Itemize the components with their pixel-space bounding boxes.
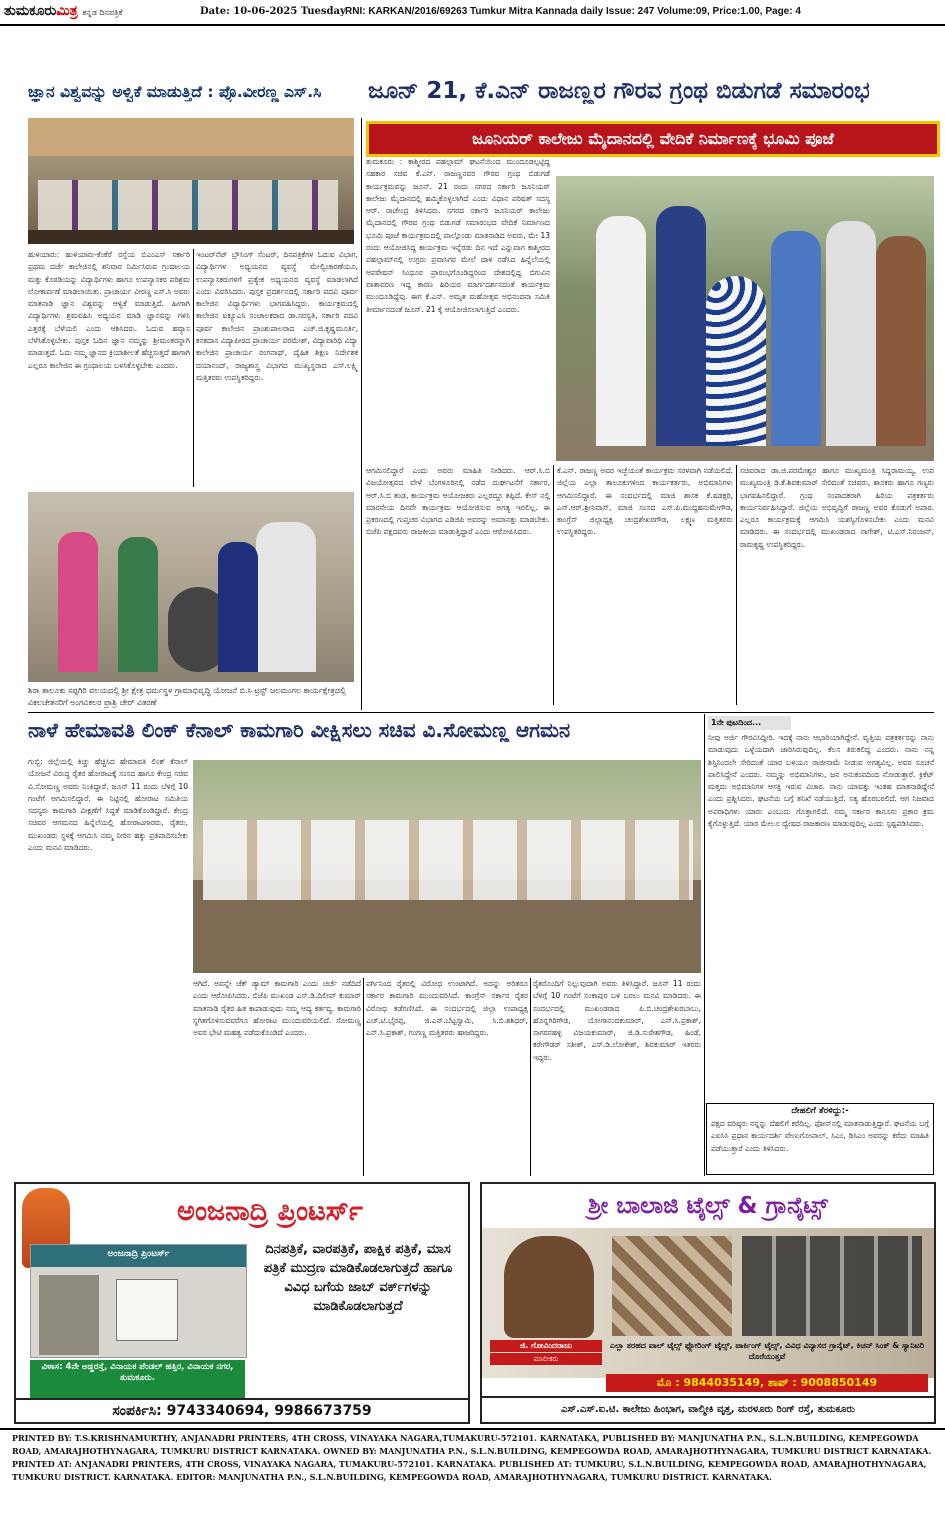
- story2-column-1: ತುಮಕೂರು : ಕಾಶ್ಮೀರದ ಪಹಲ್ಗಾಮ್ ಘಟನೆಯಿಂದ ಮುಂದೂಡಲ್ಪಟ್ಟಿದ್ದ ಸಹಕಾರ ಸಚಿವ ಕೆ.ಎನ್. ರಾಜಣ್ಣನವರ ಗೌರವ ಗ್ರಂಥ ಬಿಡುಗಡೆ ಕಾರ್ಯಕ್ರಮವನ್ನು ಜೂನ್. 21 ರಂದು ನಗರದ ಸರ್ಕಾರಿ ಜೂನಿಯರ್ ಕಾಲೇಜು ಮೈದಾನದಲ್ಲಿ ಹಮ್ಮಿಕೊಳ್ಳಲಾಗಿದೆ ಎಂದು ವಿಧಾನ ಪರಿಷತ್ ಸದಸ್ಯ ಆರ್. ರಾಜೇಂದ್ರ ತಿಳಿಸಿದರು. ನಗರದ ಸರ್ಕಾರಿ ಜೂನಿಯರ್ ಕಾಲೇಜು ಮೈದಾನದಲ್ಲಿ ಗೌರವ ಗ್ರಂಥ ಬಿಡುಗಡೆ ಸಮಾರಂಭದ ವೇದಿಕೆ ನಿರ್ಮಾಣದ ಭೂಮಿ ಪೂಜೆ ಕಾರ್ಯಕ್ರಮದಲ್ಲಿ ಪಾಲ್ಗೊಂಡು ಮಾತನಾಡಿದ ಅವರು, ಮೇ 13 ರಂದು ಆಯೋಜಿಸಿದ್ದ ಕಾರ್ಯಕ್ರಮ ಇನ್ನೆರಡು ದಿನ ಇದೆ ಎನ್ನುವಾಗ ಕಾಶ್ಮೀರದ ಪಹಲ್ಗಾಮ್‌ನಲ್ಲಿ ಉಗ್ರರು ಪ್ರವಾಸಿಗರ ಮೇಲೆ ದಾಳಿ ನಡೆಸಿದ ಹಿನ್ನೆಲೆಯಲ್ಲಿ ಆಪರೇಷನ್ ಸಿಂಧೂರ ಪ್ರಾರಂಭಗೊಂಡಿದ್ದರಿಂದ ದೇಶದಲ್ಲಿದ್ದ ಬಿಗುವಿನ ವಾತಾವರಣ ಇದ್ದ ಕಾರಣ ಹಿರಿಯರ ಮಾರ್ಗದರ್ಶನದಂತೆ ಕಾರ್ಯಕ್ರಮ ಮುಂದೂಡಿದ್ದೆವು. ಈಗ ಕೆ.ಎನ್. ಅಮೃತ ಮಹೋತ್ಸವ ಅಭಿನಂದನಾ ಸಮಿತಿ ತೀರ್ಮಾನದಂತೆ ಜೂನ್. 21 ಕ್ಕೆ ಆಯೋಜಿಸಲಾಗುತ್ತಿದೆ ಎಂದರು.: [366, 157, 550, 314]
- imprint-footer: PRINTED BY: T.S.KRISHNAMURTHY, ANJANADRI PRINTERS, 4TH CROSS, VINAYAKA NAGARA,TUMAKURU-572101. KARNATAKA, PUBLISHED BY: MANJUNATHA P.N., S.L.N.BUILDING, KEMPEGOWDA ROAD, AMARAJHOTHYNAGARA, TUMKURU DISTRICT KARNATAKA. OWNED BY: MANJUNATHA P.N., S.L.N.BUILDING, KEMPEGOWDA ROAD, AMARAJHOTHYNAGARA, TUMKURU DISTRICT KARNATAKA. PRINTED AT: ANJANADRI PRINTERS, 4TH CROSS, VINAYAKA NAGARA, TUMAKURU-572101. KARNATAKA. PUBLISHED AT: TUMKURU, S.L.N.BUILDING, KEMPEGOWDA ROAD, AMARAJHOTHYNAGARA, TUMKURU DISTRICT. KARNATAKA. EDITOR: MANJUNATHA P.N., S.L.N.BUILDING, KEMPEGOWDA ROAD, AMARAJHOTHYNAGARA, TUMKURU DISTRICT. KARNATAKA.: [12, 1433, 932, 1482]
- owner-role: ಮಾಲೀಕರು: [490, 1353, 602, 1365]
- logo-accent: ಮಿತ್ರ: [56, 3, 78, 19]
- ad-left-phone: ಸಂಪರ್ಕಿಸಿ: 9743340694, 9986673759: [16, 1398, 468, 1424]
- column-divider: [553, 465, 554, 705]
- owner-name: ಜಿ. ಗೋವಿಂದರಾಜು: [490, 1340, 602, 1352]
- story2-subhead-banner: ಜೂನಿಯರ್ ಕಾಲೇಜು ಮೈದಾನದಲ್ಲಿ ವೇದಿಕೆ ನಿರ್ಮಾಣಕ್ಕೆ ಭೂಮಿ ಪೂಜೆ: [366, 121, 940, 157]
- column-divider: [361, 118, 362, 710]
- continued-tag: 1ನೇ ಪುಟದಿಂದ...: [708, 716, 791, 730]
- ad-left-address: ವಿಳಾಸ: 4ನೇ ಅಡ್ಡರಸ್ತೆ, ವಿನಾಯಕ ಪೆಂಡಲ್ ಹತ್ತಿರ, ವಿನಾಯಕ ನಗರ, ತುಮಕೂರು.: [30, 1360, 245, 1398]
- story3-column-2: ಆಗಿದೆ. ಅವನ್ನೇ ಚೆಕ್ ಡ್ಯಾಮ್ ಕಾಮಗಾರಿ ಎಂದು ಚರ್ಚೆ ನಡೆದಿದೆ ಎಂದು ಆರೋಪಿಸಿದರು. ಬಿಜೆಪಿ ಮುಖಂಡ ಎಸ್.ಡಿ.ದಿಲೀಪ್ ಕುಮಾರ್ ಮಾತನಾಡಿ ರೈತರ ಹಿತ ಕಾಪಾಡುವುದು ನಮ್ಮ ಆದ್ಯ ಕರ್ತವ್ಯ. ಕಾಮಗಾರಿ ಸ್ಥಗಿತಗೊಳಿಸುವವರೆಗೂ ಹೋರಾಟ ಮುಂದುವರಿಯಲಿದೆ. ಸೋಮಣ್ಣ ಅವರ ಭೇಟಿ ಮಹತ್ವ ಪಡೆದುಕೊಂಡಿದೆ ಎಂದರು.: [193, 979, 361, 1038]
- owner-photo: [504, 1236, 594, 1338]
- issue-date: Date: 10-06-2025 Tuesday: [200, 6, 346, 17]
- story2-column-b: ಕೆ.ಎನ್. ರಾಜಣ್ಣ ಅವರ ಇಚ್ಛೆಯಂತೆ ಕಾರ್ಯಕ್ರಮ ಸರಳವಾಗಿ ನಡೆಯಲಿದೆ. ಜಿಲ್ಲೆಯ ಎಲ್ಲಾ ತಾಲೂಕುಗಳಿಂದ ಕಾರ್ಯಕರ್ತರು, ಅಭಿಮಾನಿಗಳು ಆಗಮಿಸಲಿದ್ದಾರೆ. ಈ ಸಂದರ್ಭದಲ್ಲಿ ಮಾಜಿ ಶಾಸಕ ಕೆ.ಷಡಕ್ಷರಿ, ಎಸ್.ಆರ್.ಶ್ರೀನಿವಾಸ್, ಮಾಜಿ ಸಂಸದ ಎಸ್.ಪಿ.ಮುದ್ದಹನುಮೇಗೌಡ, ಕಾಂಗ್ರೆಸ್ ಜಿಲ್ಲಾಧ್ಯಕ್ಷ ಚಂದ್ರಶೇಖರಗೌಡ, ಲಕ್ಷ್ಮಣ ಮತ್ತಿತರರು ಉಪಸ್ಥಿತರಿದ್ದರು.: [557, 466, 733, 537]
- column-divider: [530, 978, 531, 1176]
- ad-balaji-tiles: [480, 1182, 936, 1424]
- tile-stack-photo: [742, 1236, 922, 1336]
- photo-bhoomi-pooja: [556, 176, 934, 461]
- story1-column-1: ಹುಳಿಯಾರು: ಹುಳಿಯಾರು-ಕೆಂಕೆರೆ ರಸ್ತೆಯ ಬಿಎಂಎಸ್ ಸರ್ಕಾರಿ ಪ್ರಥಮ ದರ್ಜೆ ಕಾಲೇಜಿನಲ್ಲಿ ಶನಿವಾರ ನಿರ್ಮಿಸಿರುವ ಗ್ರಂಥಾಲಯ ಮತ್ತು ಕೊಠಡಿಯನ್ನು ವಿದ್ಯಾರ್ಥಿಗಳು ಹಾಗೂ ಉಪನ್ಯಾಸಕರ ಪರಿಶ್ರಮ ಲೋಕಾರ್ಪಣೆ ಮಾಡಲಾಯಿತು. ಪ್ರಾಚಾರ್ಯ ವೀರಣ್ಣ ಎಸ್.ಸಿ ಅವರು ಮಾತನಾಡಿ ಜ್ಞಾನ ವಿಶ್ವವನ್ನು ಆಳ್ವಿಕೆ ಮಾಡುತ್ತಿದೆ. ಹೀಗಾಗಿ ವಿದ್ಯಾರ್ಥಿಗಳು ಶ್ರಮವಹಿಸಿ ಅಧ್ಯಯನ ಮಾಡಿ ಜ್ಞಾನವನ್ನು ಗಳಿಸಿ ಎತ್ತರಕ್ಕೆ ಬೆಳೆಯಲಿ ಎಂದು ಆಶಿಸಿದರು. ಓದುವ ಹವ್ಯಾಸ ಬೆಳೆಸಿಕೊಳ್ಳಬೇಕು. ಪುಸ್ತಕ ಓದಿನ ಜ್ಞಾನ ನಮ್ಮನ್ನು ಶ್ರೀಮಂತರನ್ನಾಗಿ ಮಾಡುತ್ತದೆ. ಓದು ನಮ್ಮ ಜ್ಞಾನದ ಕ್ರಿಯಾಶೀಲತೆ ಹೆಚ್ಚಿಸುತ್ತದೆ ಹಾಗಾಗಿ ಎಲ್ಲರೂ ಕಾಲೇಜಿನ ಈ ಗ್ರಂಥಾಲಯ ಬಳಸಿಕೊಳ್ಳಬೇಕು ಎಂದರು.: [28, 250, 190, 370]
- story3-column-4: ರೈತರೊಂದಿಗೆ ನಿಲ್ಲುವುದಾಗಿ ಅವರು ತಿಳಿಸಿದ್ದಾರೆ. ಜೂನ್ 11 ರಂದು ಬೆಳಿಗ್ಗೆ 10 ಗಂಟೆಗೆ ಸಂಕಾಪುರ ಬಳಿ ಬರಲು ಮನವಿ ಮಾಡಿದರು. ಈ ಸಂದರ್ಭದಲ್ಲಿ ಮುಖಂಡರಾದ ಪಿ.ಬಿ.ಚಂದ್ರಶೇಖರಬಾಬು, ಹೊನ್ನಗಿರಿಗೌಡ, ಯೋಗಾನಂದಕುಮಾರ್, ಎನ್.ಸಿ.ಪ್ರಕಾಶ್, ಸಾಗರನಹಳ್ಳಿ ವಿಜಯಕುಮಾರ್, ಜಿ.ಡಿ.ಸುರೇಶಗೌಡ, ಹಿಂಡೆ, ಕರೇಗೌಡರ್ ಸತೀಶ್, ಎಸ್.ಡಿ.ಲೋಕೇಶ್, ಶಿವಕುಮಾರ್ ಇತರರು ಇದ್ದರು.: [533, 979, 701, 1062]
- photo-press-meet: [193, 760, 701, 973]
- tile-sample-photo: [612, 1236, 732, 1336]
- issue-meta: RNI: KARKAN/2016/69263 Tumkur Mitra Kannada daily Issue: 247 Volume:09, Price:1.00, Page: 4: [345, 6, 801, 17]
- logo-subtitle: ಕನ್ನಡ ದಿನಪತ್ರಿಕೆ: [82, 8, 123, 17]
- side-box: [706, 1103, 934, 1175]
- story2-headline: ಜೂನ್ 21, ಕೆ.ಎನ್ ರಾಜಣ್ಣರ ಗೌರವ ಗ್ರಂಥ ಬಿಡುಗಡೆ ಸಮಾರಂಭ: [368, 78, 870, 104]
- shop-sign: ಅಂಜನಾದ್ರಿ ಪ್ರಿಂಟರ್ಸ್: [107, 1249, 170, 1259]
- column-divider: [363, 978, 364, 1176]
- story3-column-3: ಪರ್ಗಿನಿಂದ ರೈತರಲ್ಲಿ ವಿರೋಧ ಉಂಟಾಗಿದೆ. ಅದನ್ನು ಅರಿತರೂ ಸರ್ಕಾರ ಕಾಮಗಾರಿ ಮುಂದುವರಿಸಿದೆ. ಕಾಂಗ್ರೆಸ್ ಸರ್ಕಾರ ರೈತರ ವಿರೋಧ ಕಡೆಗಣಿಸಿದೆ. ಈ ಸಂದರ್ಭದಲ್ಲಿ ಜಿಲ್ಲಾ ಉಪಾಧ್ಯಕ್ಷ ಎಚ್.ಟಿ.ಭೈರಪ್ಪ, ಜಿ.ಎನ್.ಬೆಟ್ಟಸ್ವಾಮಿ, ಸಿ.ಬಿ.ಶಶಿಧರ್, ಎನ್.ಸಿ.ಪ್ರಕಾಶ್, ಗಂಗಣ್ಣ ಮತ್ತಿತರರು ಹಾಜರಿದ್ದರು.: [366, 979, 528, 1038]
- masthead: [0, 0, 945, 26]
- story3-headline: ನಾಳೆ ಹೇಮಾವತಿ ಲಿಂಕ್ ಕೆನಾಲ್ ಕಾಮಗಾರಿ ವೀಕ್ಷಿಸಲು ಸಚಿವ ವಿ.ಸೋಮಣ್ಣ ಆಗಮನ: [28, 718, 571, 742]
- column-divider: [193, 249, 194, 487]
- side-story-body: ನೀವು ಅರ್ಜಿ ಗೌರವಿಸಿದ್ದೀರಿ. ಇದಕ್ಕೆ ನಾನು ಆಭಾರಿಯಾಗಿದ್ದೇನೆ. ವೃತ್ತಿಯ ಪತ್ರಕರ್ತರನ್ನು ನಾನು ಮಾಡುವುದು ಒಳ್ಳೆಯದಾಗಿ ಜಾರಿಸಿರುವುದಿಲ್ಲ. ಕೆಲಸ ತಿರುಕಲಿದ್ದ ಎಂದರು. ನಾನು ನನ್ನ ಶಿಸ್ತಿನಿಂದಲೇ ಸೇರಿದಂತೆ ಯಾರ ಬಳಿಯೂ ರಾಜೀನಾಮೆ ನೀಡುವ ಅಗತ್ಯವಿಲ್ಲ. ಅವರ ಸೂಚನೆ ಪಾಲಿಸಿದ್ದೇನೆ ಎಂದರು. ನಮ್ಮನ್ನು ಅಭಿಮಾನಿಗಳು, ಜನ ಅನುಕಂಪದಿಂದ ನೋಡುತ್ತಾರೆ. ಕ್ರಿಕೆಟ್ ಮತ್ತದು ಅಭಿಮಾನಿಗಳ ಆಸಕ್ತಿ ಇರುವ ವಿಚಾರ. ನಾನು ಯಾವತ್ತು ಇಂತಹ ಮಾತನಾಡಿದ್ದೇನೆ ಎಂದು ಪ್ರಶ್ನಿಸಿದರು. ಘಟನೆಯ ಬಗ್ಗೆ ತನಿಖೆ ನಡೆಯುತ್ತಿದೆ. ಸತ್ಯ ಹೊರಬರಲಿದೆ. ಆಗ ನಿಜವಾದ ಅಪರಾಧಿಗಳು ಯಾರು ಎಂಬುದು ಗೊತ್ತಾಗಲಿದೆ. ನಮ್ಮ ಸರ್ಕಾರ ಕಾನೂನು ಪ್ರಕಾರ ಕ್ರಮ ಕೈಗೊಳ್ಳುತ್ತಿದೆ. ಯಾರ ಮೇಲೂ ದ್ವೇಷದ ರಾಜಕಾರಣ ಮಾಡುವುದಿಲ್ಲ ಎಂದು ಸ್ಪಷ್ಟಪಡಿಸಿದರು.: [708, 733, 934, 829]
- ad-left-title: ಅಂಜನಾದ್ರಿ ಪ್ರಿಂಟರ್ಸ್: [177, 1196, 363, 1227]
- shop-photo: [30, 1244, 247, 1358]
- ad-right-desc: ಎಲ್ಲಾ ತರಹದ ವಾಲ್ ಟೈಲ್ಸ್ ಫ್ಲೋರಿಂಗ್ ಟೈಲ್ಸ್, ಪಾರ್ಕಿಂಗ್ ಟೈಲ್ಸ್, ವಿವಿಧ ವಿನ್ಯಾಸದ ಗ್ರಾನೈಟ್, ಕಿಚನ್ ಸಿಂಕ್ & ಸ್ಯಾನಿಟರಿ ದೊರೆಯುತ್ತವೆ: [609, 1341, 925, 1361]
- footer-divider: [0, 1428, 945, 1430]
- caption-wheelchair: ಶಿರಾ ತಾಲೂಕು ಸಪ್ಪಗಿರಿ ವಲಯದಲ್ಲಿ ಶ್ರೀ ಕ್ಷೇತ್ರ ಧರ್ಮಸ್ಥಳ ಗ್ರಾಮಾಭಿವೃದ್ಧಿ ಯೋಜನೆ ಬಿ.ಸಿ ಟ್ರಸ್ಟ್ ಜಲಮಂಗಲ ಕಾರ್ಯಕ್ಷೇತ್ರದಲ್ಲಿ ವಿಕಲಚೇತನರಿಗೆ ಅಂಗವಿಕಲರ ಪ್ರಾಶ್ರಿ ಚೇರ್ ವಿತರಣೆ: [28, 686, 347, 707]
- ad-right-address: ಎಸ್.ಎಸ್.ಐ.ಟಿ. ಕಾಲೇಜು ಹಿಂಭಾಗ, ವಾಲ್ಮೀಕಿ ವೃತ್ತ, ಮರಳೂರು ರಿಂಗ್ ರಸ್ತೆ, ತುಮಕೂರು: [482, 1396, 934, 1424]
- column-divider: [736, 465, 737, 705]
- column-divider: [704, 714, 705, 1176]
- newspaper-logo: [4, 3, 123, 19]
- story1-column-2: ಇಂಟರ್‌ನೆಟ್ ಬ್ರೌಸಿಂಗ್ ಸೆಂಟರ್, ದಿನಪತ್ರಿಕೆಗಳ ಓದುವ ವಿಭಾಗ, ವಿದ್ಯಾರ್ಥಿಗಳ ಅಧ್ಯಯನದ ವ್ಯವಸ್ಥೆ ಮೇಲ್ವಿಚಾರಣೆಯೂ, ಉಪನ್ಯಾಸಕರುಗಳಿಗೆ ಪ್ರತ್ಯೇಕ ಅಧ್ಯಯನದ ವ್ಯವಸ್ಥೆ ಮಾಡಲಾಗಿದೆ ಎಂದು ವಿವರಿಸಿದರು. ಪುಸ್ತಕ ಪ್ರದರ್ಶನದಲ್ಲಿ ಸರ್ಕಾರಿ ಪದವಿ ಪೂರ್ವ ಕಾಲೇಜಿನ ವಿದ್ಯಾರ್ಥಿಗಳು ಭಾಗವಹಿಸಿದ್ದರು. ಕಾರ್ಯಕ್ರಮದಲ್ಲಿ ಕಾಲೇಜಿನ ಐಕ್ಯೂಎಸಿ ಸಂಚಾಲಕರಾದ ಡಾ.ಸರಸ್ವತಿ, ಸರ್ಕಾರಿ ಪದವಿ ಪೂರ್ವ ಕಾಲೇಜಿನ ಪ್ರಾಂಶುಪಾಲರಾದ ಎಚ್.ಜಿ.ಕೃಷ್ಣಮೂರ್ತಿ, ಕನಕದಾಸ ವಿದ್ಯಾಪೀಠದ ಪ್ರಾಚಾರ್ಯ ಪರಮೇಶ್, ವಿದ್ಯಾವಾರಿಧಿ ವಿದ್ಯಾ ಕಾಲೇಜಿನ ಪ್ರಾಚಾರ್ಯ ರಂಗನಾಥ್, ದೈಹಿಕ ಶಿಕ್ಷಣ ನಿರ್ದೇಶಕ ದಯಾನಂದ್, ರಾಜ್ಯಶಾಸ್ತ್ರ ವಿಭಾಗದ ಮುಖ್ಯಸ್ಥರಾದ ಎಸ್.ಲಕ್ಷ್ಮಿ ಮತ್ತಿತರರು ಉಪಸ್ಥಿತರಿದ್ದರು.: [196, 250, 358, 382]
- story2-column-c: ಸಚಿವರಾದ ಡಾ.ಜಿ.ಪರಮೇಶ್ವರ ಹಾಗೂ ಮುಖ್ಯಮಂತ್ರಿ ಸಿದ್ದರಾಮಯ್ಯ, ಉಪ ಮುಖ್ಯಮಂತ್ರಿ ಡಿ.ಕೆ.ಶಿವಕುಮಾರ್ ಸೇರಿದಂತೆ ಸಚಿವರು, ಶಾಸಕರು ಹಾಗೂ ಗಣ್ಯರು ಭಾಗವಹಿಸಲಿದ್ದಾರೆ. ಗ್ರಂಥ ಸಂಪಾದಕರಾಗಿ ಹಿರಿಯ ಪತ್ರಕರ್ತರು ಕಾರ್ಯನಿರ್ವಹಿಸಿದ್ದಾರೆ. ಜಿಲ್ಲೆಯ ಅಭಿವೃದ್ಧಿಗೆ ರಾಜಣ್ಣ ಅವರ ಕೊಡುಗೆ ಅಪಾರ. ಎಲ್ಲರೂ ಕಾರ್ಯಕ್ರಮಕ್ಕೆ ಆಗಮಿಸಿ ಯಶಸ್ವಿಗೊಳಿಸಬೇಕು ಎಂದು ಮನವಿ ಮಾಡಿದರು. ಈ ಸಂದರ್ಭದಲ್ಲಿ ಮುಖಂಡರಾದ ನಾಗೇಶ್, ಟಿ.ಎಸ್.ನಿರಂಜನ್, ರಾಮಕೃಷ್ಣ ಉಪಸ್ಥಿತರಿದ್ದರು.: [740, 466, 934, 549]
- ad-left-services: ದಿನಪತ್ರಿಕೆ, ವಾರಪತ್ರಿಕೆ, ಪಾಕ್ಷಿಕ ಪತ್ರಿಕೆ, ಮಾಸ ಪತ್ರಿಕೆ ಮುದ್ರಣ ಮಾಡಿಕೊಡಲಾಗುತ್ತದೆ ಹಾಗೂ ವಿವಿಧ ಬಗೆಯ ಜಾಬ್ ವರ್ಕ್‌ಗಳನ್ನು ಮಾಡಿಕೊಡಲಾಗುತ್ತದೆ: [263, 1242, 453, 1314]
- section-divider: [28, 712, 934, 713]
- ad-right-phone: ಮೊ : 9844035149, ಶಾಪ್ : 9008850149: [606, 1374, 928, 1392]
- story3-column-1: ಗುಬ್ಬಿ: ಜಿಲ್ಲೆಯಲ್ಲಿ ಕಿಚ್ಚು ಹೆಚ್ಚಿಸಿದ ಹೇಮಾವತಿ ಲಿಂಕ್ ಕೆನಾಲ್ ಯೋಜನೆ ವಿರುದ್ಧ ರೈತರ ಹೋರಾಟಕ್ಕೆ ಸಂಸದ ಹಾಗೂ ಕೇಂದ್ರ ಸಚಿವ ವಿ.ಸೋಮಣ್ಣ ಅವರು ನಿಂತಿದ್ದಾರೆ. ಜೂನ್ 11 ರಂದು ಬೆಳಿಗ್ಗೆ 10 ಗಂಟೆಗೆ ಆಗಮಿಸಲಿದ್ದಾರೆ. ಈ ನಿಟ್ಟಿನಲ್ಲಿ ಹೋರಾಟ ಸಮಿತಿಯ ಸದಸ್ಯರು ಕಾಮಗಾರಿ ವೀಕ್ಷಣೆಗೆ ಸಿದ್ಧತೆ ಮಾಡಿಕೊಂಡಿದ್ದಾರೆ. ಕೇಂದ್ರ ಸಚಿವರ ಆಗಮನದ ಹಿನ್ನೆಲೆಯಲ್ಲಿ ಹೋರಾಟಗಾರರು, ರೈತರು, ಮುಖಂಡರು ಸ್ಥಳಕ್ಕೆ ಆಗಮಿಸಿ ನಮ್ಮ ನೀರಿನ ಹಕ್ಕು ಪ್ರತಿಪಾದಿಸಬೇಕು ಎಂದು ಮನವಿ ಮಾಡಿದರು.: [28, 757, 188, 853]
- story2-column-a: ಆಗಮಿಸಲಿದ್ದಾರೆ ಎಂದು ಅವರು ಮಾಹಿತಿ ನೀಡಿದರು. ಆರ್.ಸಿ.ಬಿ ವಿಜಯೋತ್ಸವದ ವೇಳೆ ಬೆಂಗಳೂರಿನಲ್ಲಿ ನಡೆದ ದುರ್ಘಟನೆಗೆ ಸರ್ಕಾರ, ಆರ್.ಸಿ.ಬಿ ತಂಡ, ಕಾರ್ಯಕ್ರಮ ಆಯೋಜಕರು ಎಲ್ಲರದ್ದೂ ತಪ್ಪಿದೆ. ಕೇಸ್ ನಲ್ಲಿ ಮಾರನೇಯ ದಿನವೇ ಕಾರ್ಯಕ್ರಮ ಆಯೋಜಿಸುವ ಅಗತ್ಯ ಇರಲಿಲ್ಲ. ಈ ಪ್ರಕರಣದಲ್ಲಿ ಗುಪ್ತಚರ ವಿಭಾಗದ ಎಡಿಜಿಪಿ ಅವರನ್ನು ಅಮಾನತ್ತು ಮಾಡಬೇಕು. ಬಿಜೆಪಿ ಪಕ್ಷದವರು ರಾಜಕೀಯ ಮಾಡುತ್ತಿದ್ದಾರೆ ಎಂದು ಆರೋಪಿಸಿದರು.: [366, 466, 550, 537]
- side-box-title: ದೇಹಲಿಗೆ ತೆರಳಿದ್ದು:-: [791, 1106, 849, 1116]
- ad-right-title: ಶ್ರೀ ಬಾಲಾಜಿ ಟೈಲ್ಸ್ & ಗ್ರಾನೈಟ್ಸ್: [482, 1184, 934, 1228]
- photo-students: [28, 118, 354, 244]
- side-box-body: ಪಕ್ಷದ ವರಿಷ್ಠರು ನನ್ನನ್ನು ದೆಹಲಿಗೆ ಕರೆದಿಲ್ಲ. ಫೋನ್‌ನಲ್ಲಿ ಮಾತನಾಡುತ್ತಿದ್ದಾರೆ. ಘಟನೆಯ ಬಗ್ಗೆ ಎಐಸಿಸಿ ಪ್ರಧಾನ ಕಾರ್ಯದರ್ಶಿ ವೇಣುಗೋಪಾಲ್, ಸಿಎಂ, ಡಿಸಿಎಂ ಅವರನ್ನು ಕರೆದು ಮಾಹಿತಿ ಪಡೆಯುತ್ತಾರೆ ಎಂದು ತಿಳಿಸಿದರು.: [711, 1119, 929, 1153]
- photo-wheelchair-distribution: [28, 492, 354, 682]
- logo-main: ತುಮಕೂರು: [4, 3, 57, 19]
- story1-headline: ಜ್ಞಾನ ವಿಶ್ವವನ್ನು ಅಳ್ವಿಕೆ ಮಾಡುತ್ತಿದೆ : ಪ್ರೊ.ವೀರಣ್ಣ ಎಸ್.ಸಿ: [28, 83, 322, 101]
- ad-anjanadri-printers: [14, 1182, 470, 1424]
